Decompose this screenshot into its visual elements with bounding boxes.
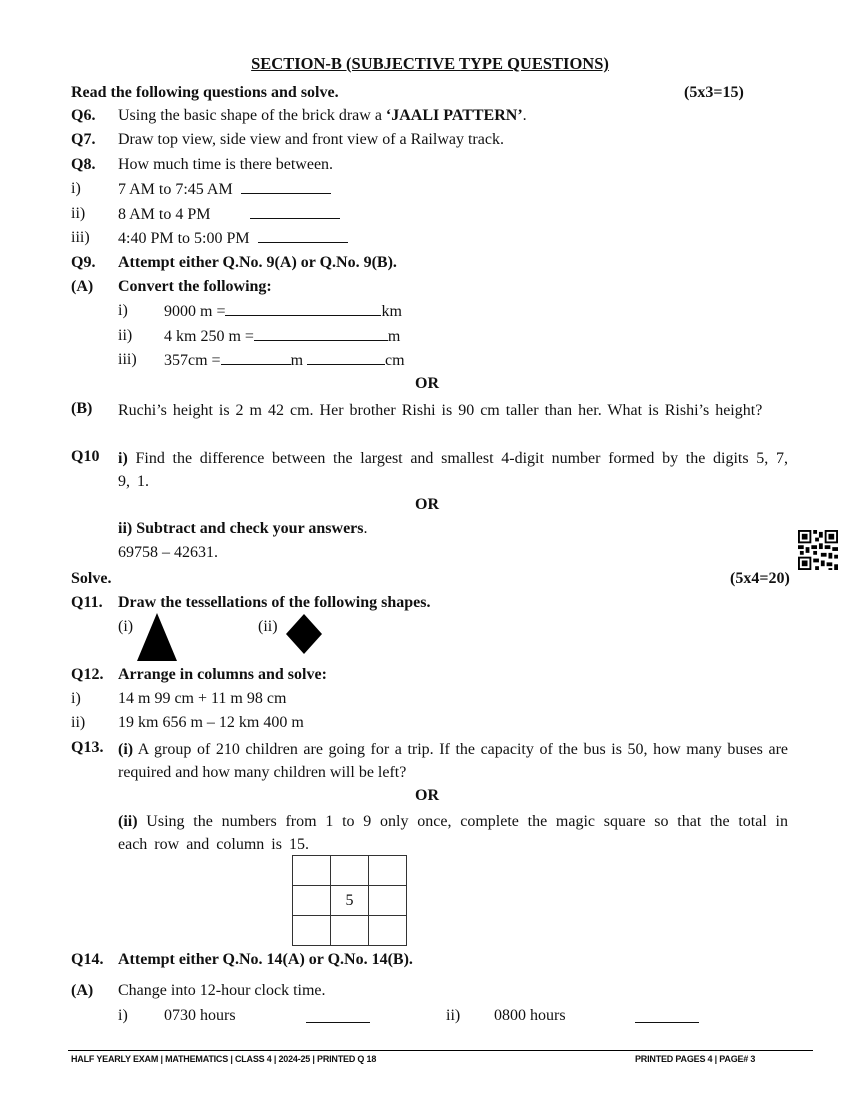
answer-blank[interactable] bbox=[250, 204, 340, 219]
answer-blank[interactable] bbox=[635, 1008, 699, 1023]
section-title: SECTION-B (SUBJECTIVE TYPE QUESTIONS) bbox=[251, 54, 609, 73]
question-9-text: Attempt either Q.No. 9(A) or Q.No. 9(B). bbox=[118, 254, 397, 271]
answer-blank[interactable] bbox=[241, 179, 331, 194]
or-divider: OR bbox=[415, 496, 439, 513]
question-number: Q11. bbox=[71, 594, 103, 611]
question-11-text: Draw the tessellations of the following shapes. bbox=[118, 594, 431, 611]
shape-label: (ii) bbox=[258, 618, 278, 635]
answer-blank[interactable] bbox=[221, 350, 291, 365]
option-a-text: Change into 12-hour clock time. bbox=[118, 982, 326, 999]
q14-item-2: 0800 hours bbox=[494, 1007, 566, 1024]
question-number: Q10 bbox=[71, 448, 100, 465]
option-label: (A) bbox=[71, 982, 94, 999]
item-label: i) bbox=[71, 690, 81, 707]
jaali-pattern-term: ‘JAALI PATTERN’ bbox=[385, 107, 523, 124]
magic-square-cell[interactable] bbox=[369, 856, 407, 886]
item-label: iii) bbox=[71, 229, 90, 246]
answer-blank[interactable] bbox=[307, 350, 385, 365]
q9-item-2: 4 km 250 m = m bbox=[164, 328, 401, 345]
magic-square-cell[interactable] bbox=[293, 916, 331, 946]
option-label: (A) bbox=[71, 278, 94, 295]
item-label: i) bbox=[118, 1007, 128, 1024]
subtraction-expression: 69758 – 42631. bbox=[118, 544, 218, 561]
q12-item-1: 14 m 99 cm + 11 m 98 cm bbox=[118, 690, 287, 707]
question-13-part-ii: (ii) Using the numbers from 1 to 9 only once, complete the magic square so that the total in each row and column is 15. bbox=[118, 813, 788, 853]
q12-item-2: 19 km 656 m – 12 km 400 m bbox=[118, 714, 304, 731]
item-label: i) bbox=[118, 302, 128, 319]
footer-divider bbox=[68, 1050, 813, 1051]
magic-square-cell[interactable] bbox=[331, 916, 369, 946]
q14-item-1: 0730 hours bbox=[164, 1007, 236, 1024]
part2-marks: (5x4=20) bbox=[730, 570, 790, 587]
magic-square-cell[interactable] bbox=[293, 856, 331, 886]
option-label: (B) bbox=[71, 400, 93, 417]
magic-square-cell[interactable] bbox=[293, 886, 331, 916]
question-8-text: How much time is there between. bbox=[118, 156, 334, 173]
answer-blank[interactable] bbox=[225, 301, 381, 316]
q9-item-3: 357cm = m cm bbox=[164, 352, 405, 369]
question-7-text: Draw top view, side view and front view of a Railway track. bbox=[118, 131, 504, 148]
question-10-part-ii: ii) Subtract and check your answers. bbox=[118, 520, 368, 537]
magic-square-grid bbox=[292, 855, 407, 946]
triangle-shape-icon bbox=[137, 613, 177, 661]
question-14-text: Attempt either Q.No. 14(A) or Q.No. 14(B). bbox=[118, 951, 413, 968]
q9-item-1: 9000 m = km bbox=[164, 303, 402, 320]
item-label: ii) bbox=[71, 205, 86, 222]
item-label: ii) bbox=[446, 1007, 461, 1024]
option-b-text: Ruchi’s height is 2 m 42 cm. Her brother Rishi is 90 cm taller than her. What is Rishi’s height? bbox=[118, 402, 763, 419]
question-10-part-i: i) Find the difference between the largest and smallest 4-digit number formed by the digits 5, 7, 9, 1. bbox=[118, 450, 788, 490]
magic-square-cell[interactable] bbox=[369, 886, 407, 916]
answer-blank[interactable] bbox=[258, 228, 348, 243]
magic-square-cell[interactable] bbox=[369, 916, 407, 946]
question-6 bbox=[71, 106, 95, 126]
or-divider: OR bbox=[415, 787, 439, 804]
question-number: Q9. bbox=[71, 254, 96, 271]
part1-instruction: Read the following questions and solve. bbox=[71, 84, 339, 101]
item-label: ii) bbox=[118, 327, 133, 344]
question-number: Q14. bbox=[71, 951, 104, 968]
question-number: Q8. bbox=[71, 156, 96, 173]
answer-blank[interactable] bbox=[254, 326, 388, 341]
footer-left: HALF YEARLY EXAM | MATHEMATICS | CLASS 4 | 2024-25 | PRINTED Q 18 bbox=[71, 1054, 377, 1064]
question-number: Q12. bbox=[71, 666, 104, 683]
or-divider: OR bbox=[415, 375, 439, 392]
q8-item-1: 7 AM to 7:45 AM bbox=[118, 179, 331, 200]
item-label: iii) bbox=[118, 351, 137, 368]
part2-instruction: Solve. bbox=[71, 570, 112, 587]
magic-square-cell[interactable] bbox=[331, 856, 369, 886]
item-label: i) bbox=[71, 180, 81, 197]
answer-blank[interactable] bbox=[306, 1008, 370, 1023]
q8-item-2: 8 AM to 4 PM bbox=[118, 204, 340, 225]
part1-marks: (5x3=15) bbox=[684, 84, 744, 101]
question-6-text: Using the basic shape of the brick draw a ‘JAALI PATTERN’. bbox=[118, 107, 527, 124]
option-a-text: Convert the following: bbox=[118, 278, 272, 295]
question-number: Q6. bbox=[71, 107, 96, 124]
magic-square-cell-center: 5 bbox=[331, 886, 369, 916]
qr-code-icon bbox=[798, 530, 838, 570]
item-label: ii) bbox=[71, 714, 86, 731]
question-number: Q13. bbox=[71, 739, 104, 756]
question-13-part-i: (i) A group of 210 children are going for a trip. If the capacity of the bus is 50, how many buses are required and how many children will be left? bbox=[118, 741, 788, 781]
shape-label: (i) bbox=[118, 618, 134, 635]
q8-item-3: 4:40 PM to 5:00 PM bbox=[118, 228, 348, 249]
question-12-text: Arrange in columns and solve: bbox=[118, 666, 327, 683]
footer-right: PRINTED PAGES 4 | PAGE# 3 bbox=[635, 1054, 756, 1064]
diamond-shape-icon bbox=[286, 614, 322, 654]
question-number: Q7. bbox=[71, 131, 96, 148]
